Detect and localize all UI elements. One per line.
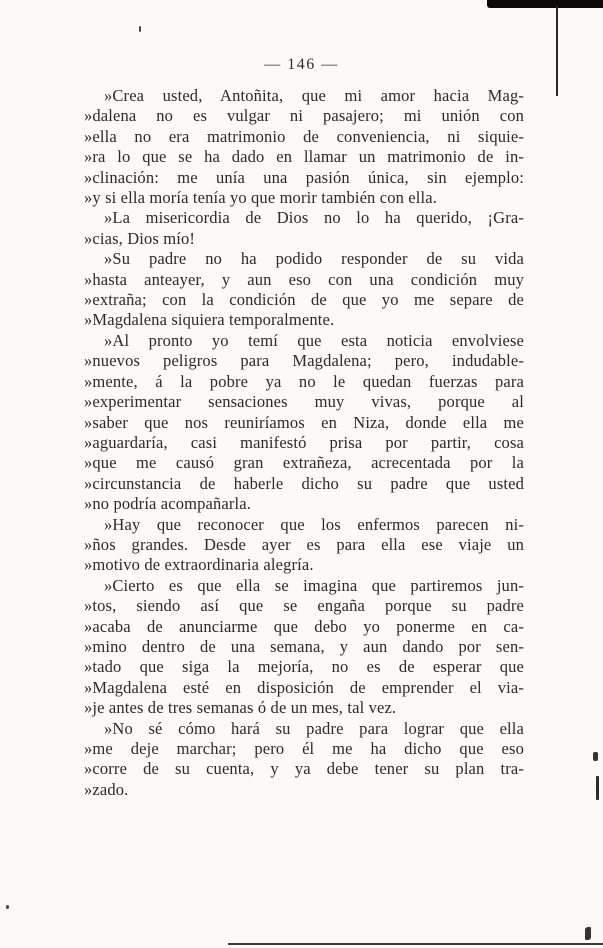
paragraph [84,331,524,515]
text-line: »je antes de tres semanas ó de un mes, tal vez. [84,698,397,718]
text-line: »dalena no es vulgar ni pasajero; mi unión con [84,106,524,126]
text-line: »ra lo que se ha dado en llamar un matrimonio de in- [84,147,524,167]
text-line: »cias, Dios mío! [84,228,196,248]
text-line: »corre de su cuenta, y ya debe tener su plan tra- [84,759,524,779]
text-line: »La misericordia de Dios no lo ha querido, ¡Gra- [104,208,524,228]
paragraph [84,249,524,331]
scan-artifact-bottom-left-dot [6,905,9,909]
text-line: »Magdalena esté en disposición de emprender el via- [84,677,524,697]
scan-artifact-top-right-bar [487,0,603,8]
scan-artifact-top-right-line [556,6,558,96]
text-line: »clinación: me unía una pasión única, sin ejemplo: [84,167,524,187]
paragraph [84,86,524,208]
text-line: »Magdalena siquiera temporalmente. [84,310,335,330]
text-line: »tado que siga la mejoría, no es de esperar que [84,657,524,677]
text-line: »zado. [84,779,129,799]
text-line: »Cierto es que ella se imagina que partiremos jun- [104,575,524,595]
paragraph [84,208,524,249]
text-line: »Su padre no ha podido responder de su vida [104,249,524,269]
text-line: »No sé cómo hará su padre para lograr que ella [104,718,524,738]
scan-artifact-right-mark [593,752,598,761]
text-line: »y si ella moría tenía yo que morir también con ella. [84,188,437,208]
text-line: »ños grandes. Desde ayer es para ella ese viaje un [84,534,524,554]
scan-artifact-right-mark [596,776,599,800]
text-line: »no podría acompañarla. [84,494,252,514]
text-line: »me deje marchar; pero él me ha dicho que eso [84,739,524,758]
text-line: »aguardaría, casi manifestó prisa por partir, cosa [84,432,524,452]
paragraph [84,719,524,801]
text-line: »Hay que reconocer que los enfermos parecen ni- [104,514,524,534]
text-line: »hasta anteayer, y aun eso con una condición muy [84,269,524,289]
paragraph [84,515,524,576]
scan-artifact-bottom-line [228,943,603,945]
text-line: »tos, siendo así que se engaña porque su padre [84,596,524,616]
text-line: »experimentar sensaciones muy vivas, porque al [84,392,524,412]
text-line: »Crea usted, Antoñita, que mi amor hacia Mag- [104,86,524,105]
text-line: »acaba de anunciarme que debo yo ponerme en ca- [84,616,524,636]
text-line: »mente, á la pobre ya no le quedan fuerzas para [84,371,524,391]
paragraph [84,576,524,719]
text-line: »mino dentro de una semana, y aun dando por sen- [84,636,524,656]
page-number: — 146 — [264,56,339,73]
text-line: »Al pronto yo temí que esta noticia envolviese [104,330,524,350]
text-line: »extraña; con la condición de que yo me separe de [84,290,524,310]
text-block [84,86,524,800]
text-line: »que me causó gran extrañeza, acrecentada por la [84,453,524,473]
scan-artifact-top-speck [139,26,141,32]
text-line: »nuevos peligros para Magdalena; pero, indudable- [84,351,524,371]
scan-artifact-bottom-right-mark [585,927,591,940]
text-line: »ella no era matrimonio de conveniencia, ni siquie- [84,126,524,146]
text-line: »saber que nos reuniríamos en Niza, donde ella me [84,412,524,432]
text-line: »circunstancia de haberle dicho su padre que usted [84,473,524,493]
text-line: »motivo de extraordinaria alegría. [84,555,314,575]
